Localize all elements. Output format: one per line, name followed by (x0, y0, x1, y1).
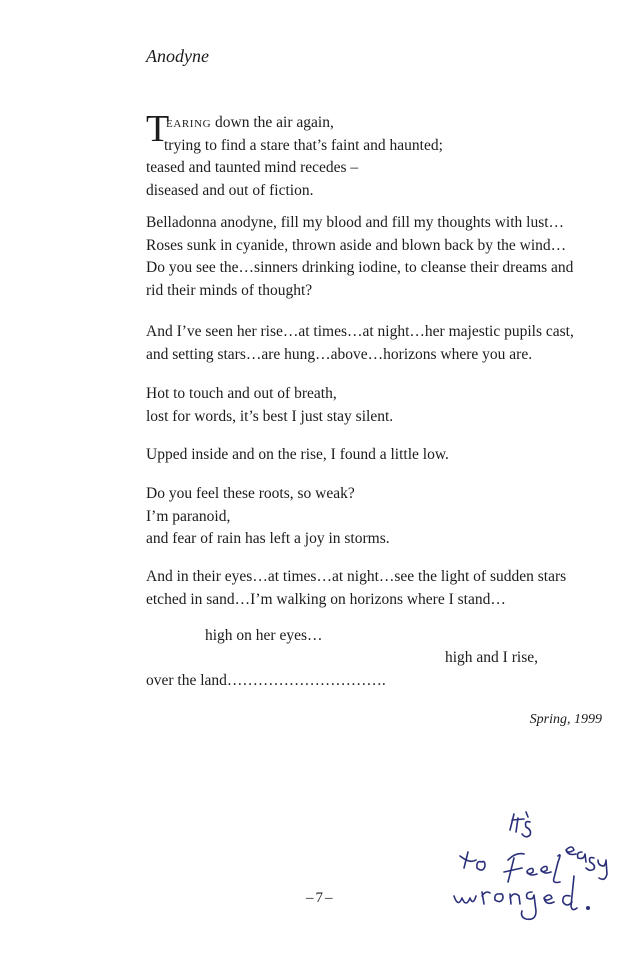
poem-date: Spring, 1999 (529, 712, 602, 727)
drop-cap: T (146, 108, 170, 150)
line-text: diseased and out of fiction. (146, 181, 314, 199)
stanza-5 (146, 444, 449, 467)
stanza-3 (146, 321, 574, 366)
line-text: Roses sunk in cyanide, thrown aside and blown back by the wind… (146, 236, 567, 254)
line-text: down the air again, (211, 114, 334, 131)
line-text: Do you see the…sinners drinking iodine, to cleanse their dreams and (146, 259, 574, 276)
line-text: trying to find a stare that’s faint and haunted; (164, 136, 443, 154)
line-text: and fear of rain has left a joy in storms. (146, 530, 390, 547)
line-text: Upped inside and on the rise, I found a little low. (146, 446, 449, 463)
line-text: Belladonna anodyne, fill my blood and fill my thoughts with lust… (146, 214, 565, 231)
poem-title: Anodyne (146, 46, 209, 66)
stanza-4 (146, 383, 393, 428)
line-text: etched in sand…I’m walking on horizons where I stand… (146, 590, 506, 608)
stanza-1 (146, 108, 443, 202)
stanza-6 (146, 483, 390, 551)
page-number: –7– (306, 890, 335, 906)
line-text: teased and taunted mind recedes – (146, 159, 359, 176)
stanza-2 (146, 212, 573, 302)
line-text: lost for words, it’s best I just stay silent. (146, 407, 394, 425)
handwritten-note (448, 800, 628, 950)
line-text: Do you feel these roots, so weak? (146, 485, 355, 502)
line-text: and setting stars…are hung…above…horizons where you are. (146, 345, 533, 363)
line-text: Hot to touch and out of breath, (146, 385, 337, 402)
closing-line-3: over the land…………………………. (146, 672, 386, 689)
stanza-7 (146, 566, 566, 611)
closing-line-2: high and I rise, (445, 649, 538, 666)
line-text: And in their eyes…at times…at night…see the light of sudden stars (146, 568, 567, 585)
line-text: I’m paranoid, (146, 507, 231, 525)
small-caps-word: earing (166, 114, 212, 131)
line-text: rid their minds of thought? (146, 281, 313, 299)
closing-line-1: high on her eyes… (205, 627, 323, 644)
line-text: And I’ve seen her rise…at times…at night…her majestic pupils cast, (146, 323, 574, 340)
